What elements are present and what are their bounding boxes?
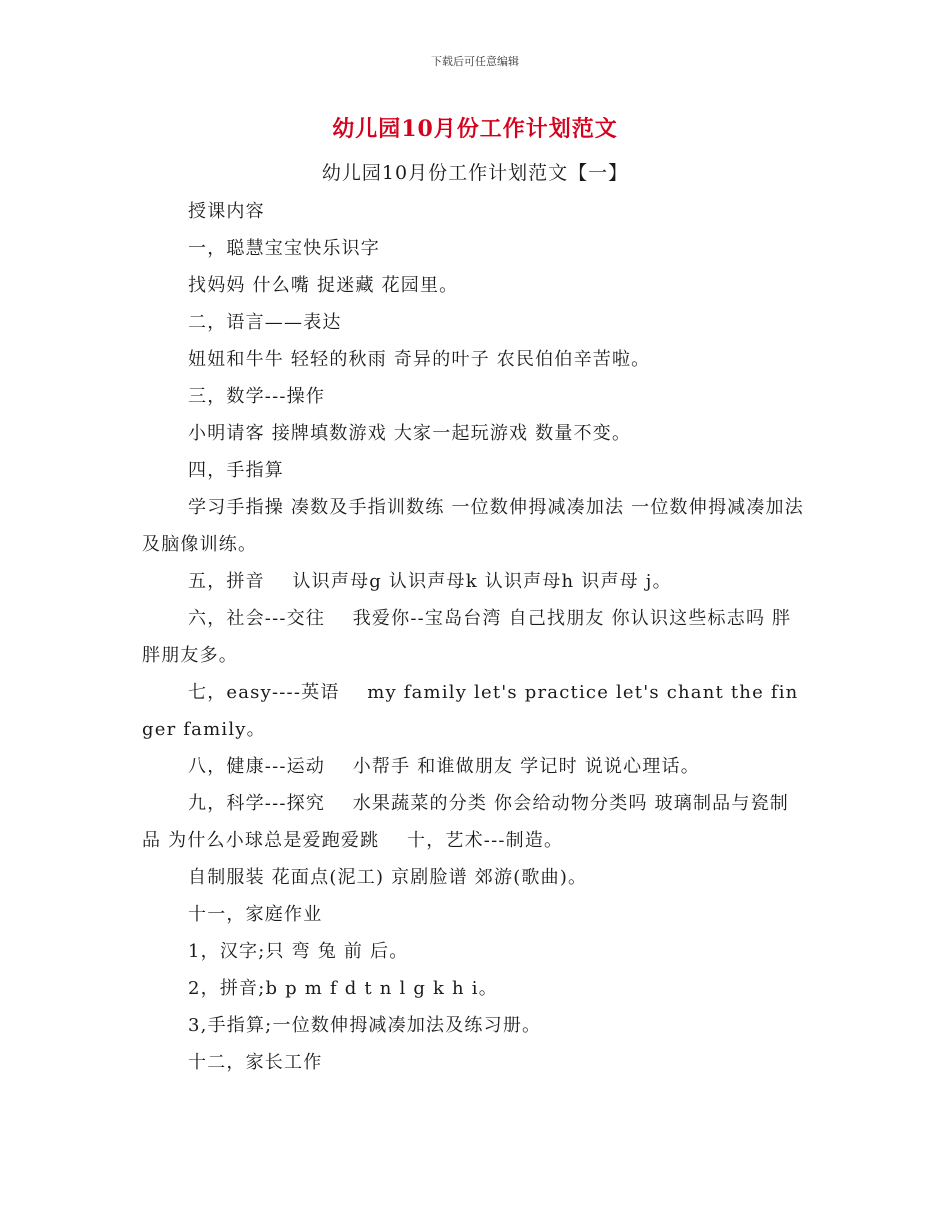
paragraph: 四，手指算 — [188, 460, 284, 481]
paragraph: 学习手指操 凑数及手指训数练 一位数伸拇减凑加法 一位数伸拇减凑加法及脑像训练。 — [142, 497, 804, 555]
document-body — [142, 193, 808, 1081]
paragraph: 二，语言——表达 — [188, 312, 342, 333]
paragraph: 八，健康---运动 小帮手 和谁做朋友 学记时 说说心理话。 — [188, 756, 700, 777]
section-title: 幼儿园10月份工作计划范文【一】 — [321, 162, 629, 184]
paragraph: 授课内容 — [188, 201, 265, 222]
paragraph: 妞妞和牛牛 轻轻的秋雨 奇异的叶子 农民伯伯辛苦啦。 — [188, 349, 651, 370]
paragraph: 十二，家长工作 — [188, 1052, 323, 1073]
document-title: 幼儿园10月份工作计划范文 — [332, 116, 618, 142]
paragraph: 六，社会---交往 我爱你--宝岛台湾 自己找朋友 你认识这些标志吗 胖胖朋友多。 — [142, 608, 792, 666]
paragraph: 三，数学---操作 — [188, 386, 326, 407]
paragraph: 3,手指算;一位数伸拇减凑加法及练习册。 — [188, 1015, 542, 1036]
paragraph: 找妈妈 什么嘴 捉迷藏 花园里。 — [188, 275, 459, 296]
paragraph: 一，聪慧宝宝快乐识字 — [188, 238, 380, 259]
paragraph: 自制服装 花面点(泥工) 京剧脸谱 郊游(歌曲)。 — [188, 867, 588, 888]
paragraph: 十一，家庭作业 — [188, 904, 323, 925]
paragraph: 1，汉字;只 弯 兔 前 后。 — [188, 941, 409, 962]
paragraph: 2，拼音;b p m f d t n l g k h i。 — [188, 978, 498, 999]
paragraph: 小明请客 接牌填数游戏 大家一起玩游戏 数量不变。 — [188, 423, 632, 444]
paragraph: 五，拼音 认识声母g 认识声母k 认识声母h 识声母 j。 — [188, 571, 672, 592]
header-note: 下载后可任意编辑 — [431, 55, 519, 68]
paragraph: 七，easy----英语 my family let's practice let's chant the finger family。 — [142, 682, 799, 740]
paragraph: 九，科学---探究 水果蔬菜的分类 你会给动物分类吗 玻璃制品与瓷制品 为什么小球总是爱跑爱跳 十，艺术---制造。 — [142, 793, 789, 851]
